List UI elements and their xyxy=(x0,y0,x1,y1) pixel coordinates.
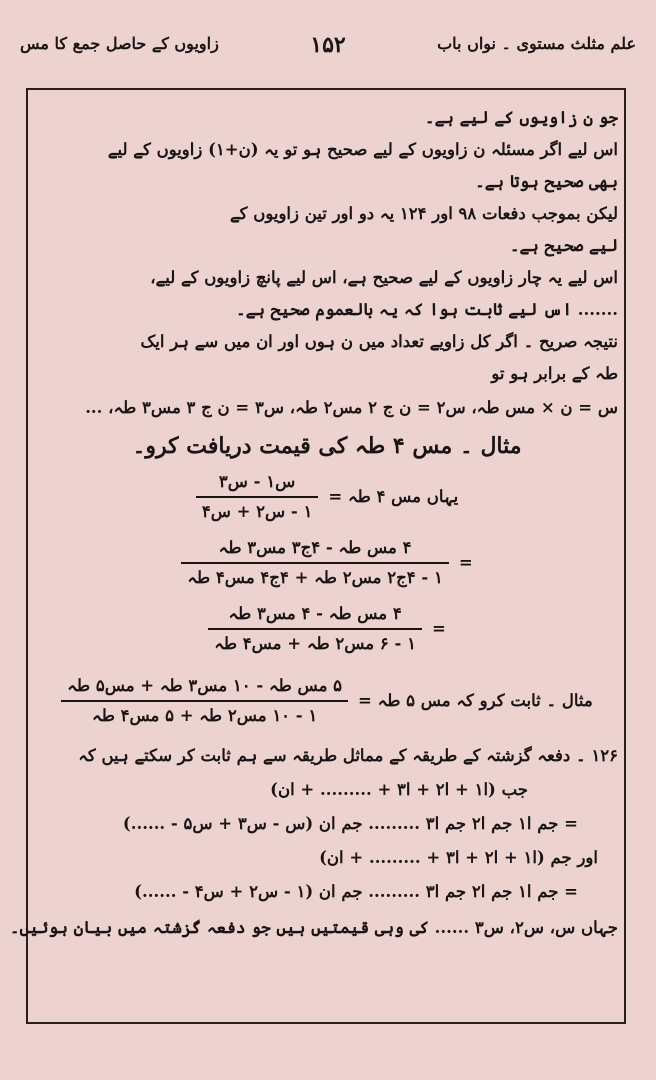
formula-line: س = ن × مس طہ، س۲ = ن ج ۲ مس۲ طہ، س۳ = ن ج ۳ مس۳ طہ، ... xyxy=(85,398,618,417)
numerator: ۴ مس طہ - ۴ج۳ مس۳ طہ xyxy=(181,534,448,564)
example-2-label: مثال ۔ ثابت کرو کہ مس ۵ طہ = xyxy=(358,691,593,710)
page-header xyxy=(20,34,636,74)
fraction xyxy=(61,672,348,730)
numerator: س۱ - س۳ xyxy=(196,468,319,498)
denominator: ۱ - ۶ مس۲ طہ + مس۴ طہ xyxy=(214,634,416,653)
fraction xyxy=(181,534,448,592)
fraction xyxy=(208,600,422,658)
denominator: ۱ - ۱۰ مس۲ طہ + ۵ مس۴ طہ xyxy=(92,706,318,725)
text-line: اس لیے اگر مسئلہ ن زاویوں کے لیے صحیح ہو تو یہ (ن+۱) زاویوں کے لیے xyxy=(107,140,618,159)
text-line: لیے صحیح ہے۔ xyxy=(509,236,618,255)
text-line: طہ کے برابر ہو تو xyxy=(491,364,618,383)
equation-2 xyxy=(36,534,618,592)
equation-lhs: = xyxy=(431,619,446,638)
numerator: ۵ مس طہ - ۱۰ مس۳ طہ + مس۵ طہ xyxy=(61,672,348,702)
equation-lhs: = xyxy=(458,553,473,572)
equation-1 xyxy=(36,468,618,526)
example-2 xyxy=(36,672,618,730)
equation-lhs: یہاں مس ۴ طہ = xyxy=(328,487,459,506)
fraction xyxy=(196,468,319,526)
page-body xyxy=(9,100,618,942)
text-line: جو ن زاویوں کے لیے ہے۔ xyxy=(424,108,618,127)
text-line: اس لیے یہ چار زاویوں کے لیے صحیح ہے، اس لیے پانچ زاویوں کے لیے، xyxy=(150,268,618,287)
text-line: ....... اس لیے ثابت ہوا کہ یہ بالعموم صحیح ہے۔ xyxy=(236,300,618,319)
page-number: ۱۵۲ xyxy=(310,32,346,58)
denominator: ۱ - ۴ج۲ مس۲ طہ + ۴ج۴ مس۴ طہ xyxy=(187,568,443,587)
corollary-heading: نتیجہ صریح ۔ اگر کل زاویے تعداد میں ن ہوں اور ان میں سے ہر ایک xyxy=(140,332,618,351)
text-line: لیکن بموجب دفعات ۹۸ اور ۱۲۴ یہ دو اور تین زاویوں کے xyxy=(229,204,618,223)
example-heading: مثال ۔ مس ۴ طہ کی قیمت دریافت کرو۔ xyxy=(132,433,522,459)
chapter-title: علم مثلث مستوی ۔ نواں باب xyxy=(437,34,636,53)
formula-line: جب (ا۱ + ا۲ + ا۳ + ......... + ان) xyxy=(270,780,528,799)
section-title: زاویوں کے حاصل جمع کا مس xyxy=(20,34,219,53)
text-line: بھی صحیح ہوتا ہے۔ xyxy=(475,172,618,191)
text-line: جہاں س، س۲، س۳ ...... کی وہی قیمتیں ہیں جو دفعہ گزشتہ میں بیان ہوئیں۔ xyxy=(9,918,618,937)
equation-3 xyxy=(36,600,618,658)
denominator: ۱ - س۲ + س۴ xyxy=(201,502,313,521)
formula-line: = جم ا۱ جم ا۲ جم ا۳ ......... جم ان (۱ - س۲ + س۴ - ......) xyxy=(134,882,578,901)
formula-line: = جم ا۱ جم ا۲ جم ا۳ ......... جم ان (س - س۳ + س۵ - ......) xyxy=(122,814,578,833)
section-heading: ۱۲۶ ۔ دفعہ گزشتہ کے طریقہ کے مماثل طریقہ سے ہم ثابت کر سکتے ہیں کہ xyxy=(78,746,618,765)
numerator: ۴ مس طہ - ۴ مس۳ طہ xyxy=(208,600,422,630)
formula-line: اور جم (ا۱ + ا۲ + ا۳ + ......... + ان) xyxy=(319,848,598,867)
